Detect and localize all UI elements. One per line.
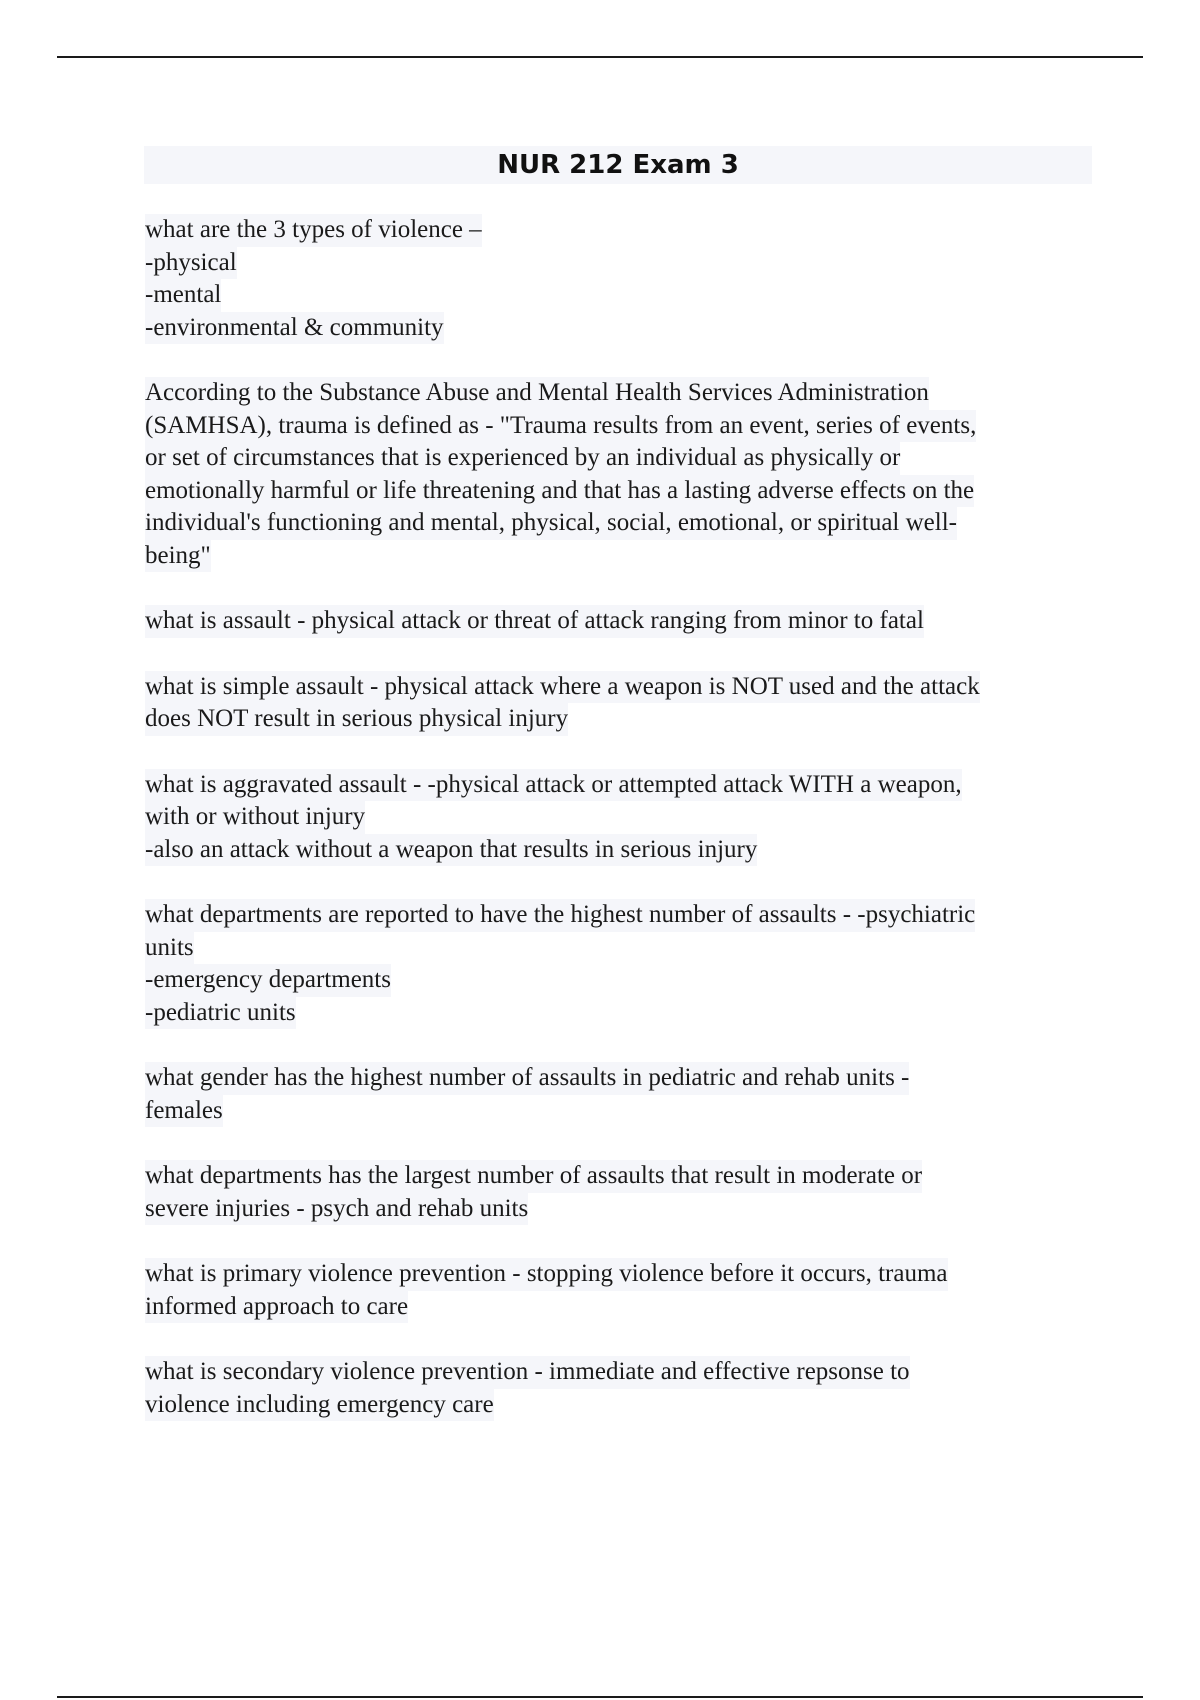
- card-line: -pediatric units: [145, 997, 296, 1030]
- card-line: being": [145, 540, 211, 573]
- flashcard-list: [145, 214, 1100, 1454]
- card-line: what is assault - physical attack or threat of attack ranging from minor to fatal: [145, 605, 924, 638]
- card-line: informed approach to care: [145, 1291, 408, 1324]
- flashcard-severe-injuries: [145, 1160, 1100, 1225]
- card-line: does NOT result in serious physical injury: [145, 703, 568, 736]
- card-line: what departments are reported to have the highest number of assaults - -psychiatric: [145, 899, 975, 932]
- card-line: what gender has the highest number of assaults in pediatric and rehab units -: [145, 1062, 909, 1095]
- card-line: what departments has the largest number of assaults that result in moderate or: [145, 1160, 922, 1193]
- flashcard-secondary-prevention: [145, 1356, 1100, 1421]
- card-line: According to the Substance Abuse and Mental Health Services Administration: [145, 377, 929, 410]
- flashcard-trauma-definition: [145, 377, 1100, 572]
- flashcard-departments-highest: [145, 899, 1100, 1029]
- card-line: -mental: [145, 279, 221, 312]
- card-line: units: [145, 932, 194, 965]
- header-rule: [57, 56, 1143, 58]
- card-line: with or without injury: [145, 801, 365, 834]
- card-line: females: [145, 1095, 223, 1128]
- card-line: individual's functioning and mental, physical, social, emotional, or spiritual well-: [145, 507, 957, 540]
- card-line: what is aggravated assault - -physical attack or attempted attack WITH a weapon,: [145, 769, 962, 802]
- flashcard-assault: [145, 605, 1100, 638]
- footer-rule: [57, 1696, 1143, 1698]
- card-line: -emergency departments: [145, 964, 391, 997]
- flashcard-gender: [145, 1062, 1100, 1127]
- flashcard-aggravated-assault: [145, 769, 1100, 867]
- flashcard-violence-types: [145, 214, 1100, 344]
- title-bar: [144, 146, 1092, 184]
- document-title: NUR 212 Exam 3: [497, 150, 739, 180]
- card-line: or set of circumstances that is experienced by an individual as physically or: [145, 442, 900, 475]
- card-line: emotionally harmful or life threatening and that has a lasting adverse effects on the: [145, 475, 974, 508]
- card-line: -physical: [145, 247, 237, 280]
- card-line: violence including emergency care: [145, 1389, 494, 1422]
- flashcard-primary-prevention: [145, 1258, 1100, 1323]
- card-line: (SAMHSA), trauma is defined as - "Trauma results from an event, series of events,: [145, 410, 976, 443]
- card-line: what are the 3 types of violence –: [145, 214, 482, 247]
- card-line: -environmental & community: [145, 312, 444, 345]
- card-line: what is secondary violence prevention - immediate and effective repsonse to: [145, 1356, 910, 1389]
- card-line: what is primary violence prevention - stopping violence before it occurs, trauma: [145, 1258, 948, 1291]
- card-line: -also an attack without a weapon that results in serious injury: [145, 834, 757, 867]
- card-line: what is simple assault - physical attack where a weapon is NOT used and the attack: [145, 671, 980, 704]
- flashcard-simple-assault: [145, 671, 1100, 736]
- card-line: severe injuries - psych and rehab units: [145, 1193, 528, 1226]
